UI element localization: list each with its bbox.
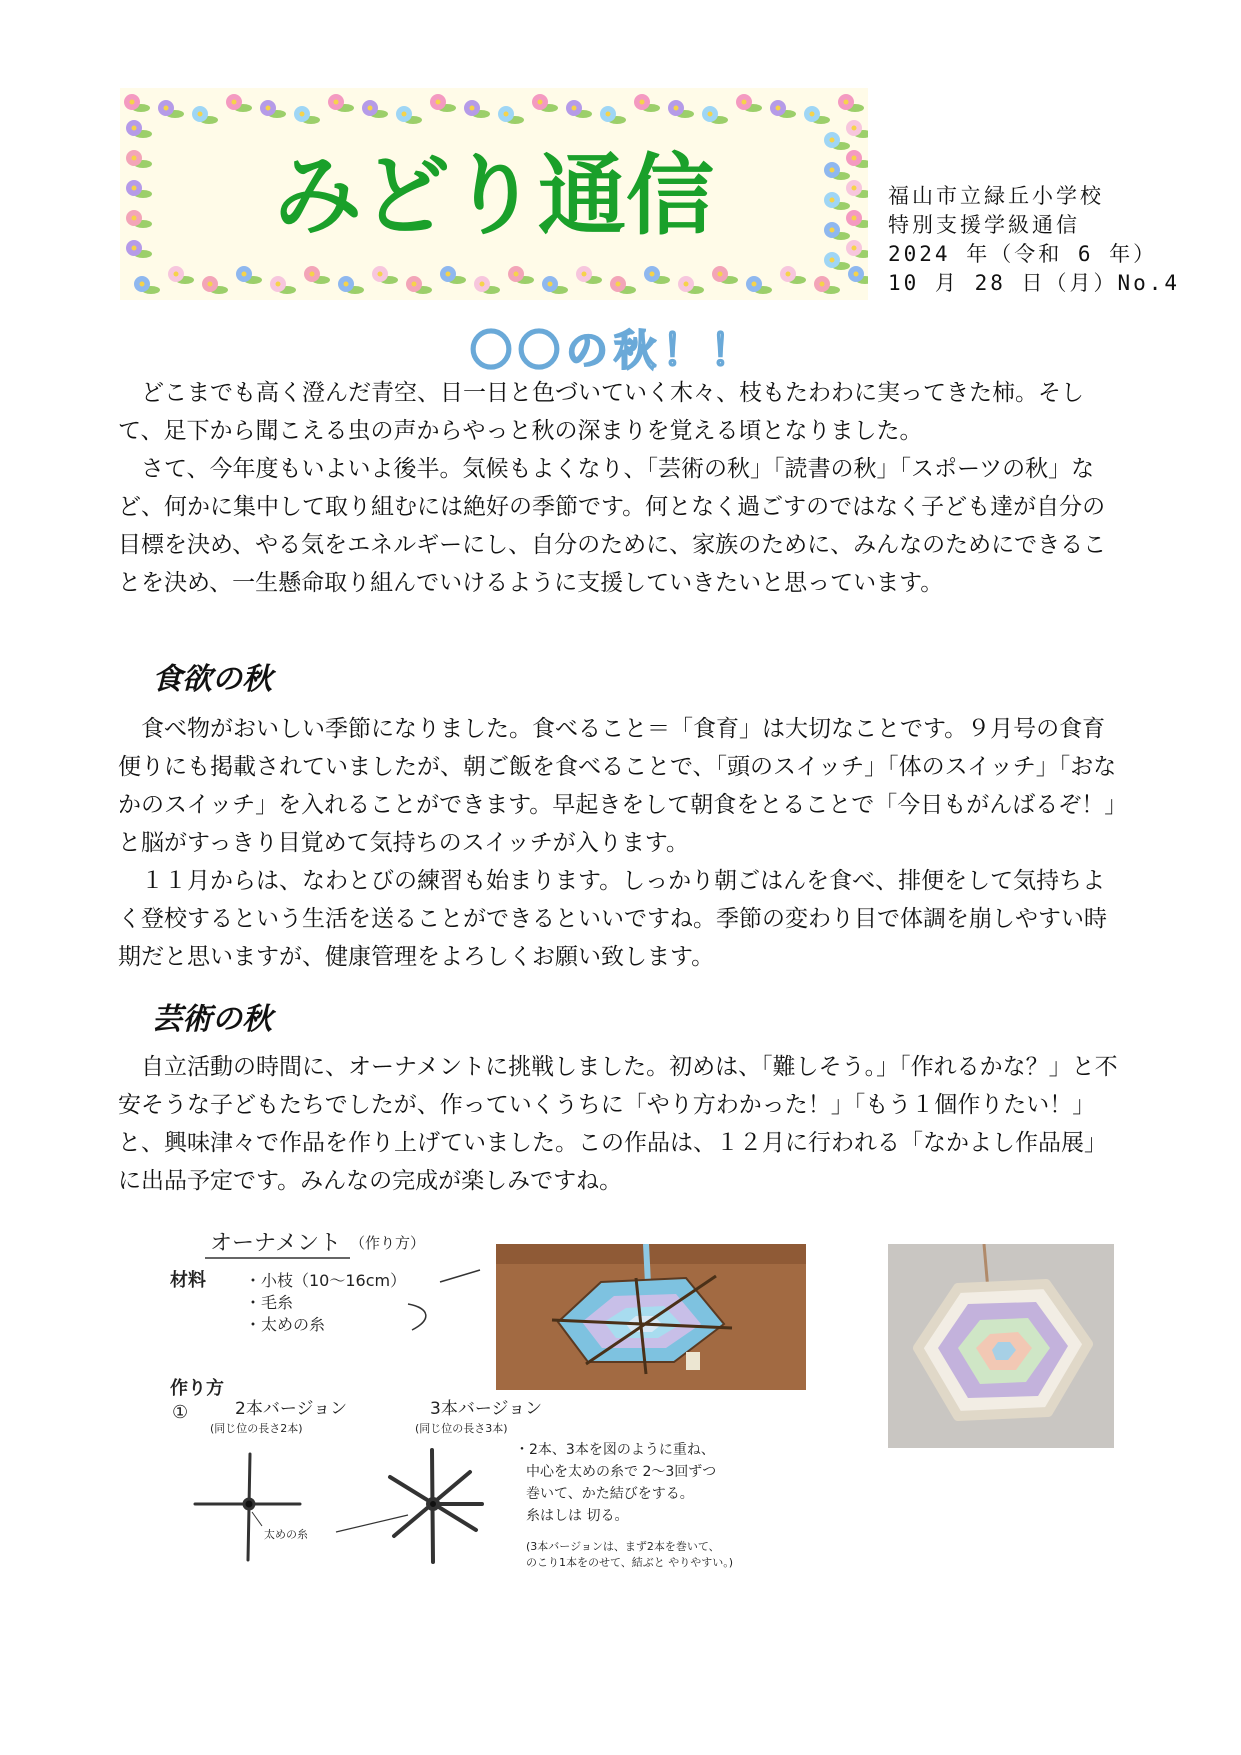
three-stick-star-sketch <box>390 1450 482 1562</box>
flower-center <box>174 272 179 277</box>
ornament-photo-finished <box>888 1244 1114 1448</box>
school-info <box>888 182 1180 298</box>
flower-center <box>538 100 543 105</box>
flower-center <box>650 272 655 277</box>
flower-center <box>446 272 451 277</box>
step-number: ① <box>172 1402 189 1423</box>
flower-center <box>132 186 137 191</box>
food-paragraph-2: １１月からは、なわとびの練習も始まります。しっかり朝ごはんを食べ、排便をして気持ちよく登校するという生活を送ることができるといいですね。季節の変わり目で体調を崩しやすい時期だと思いますが、健康管理をよろしくお願い致します。 <box>118 868 1107 970</box>
flower-center <box>276 282 281 287</box>
flower-center <box>334 100 339 105</box>
flower-center <box>674 106 679 111</box>
flower-center <box>852 216 857 221</box>
flower-center <box>852 126 857 131</box>
flower-center <box>242 272 247 277</box>
school-class: 特別支援学級通信 <box>888 213 1080 237</box>
intro-paragraph-2: さて、今年度もいよいよ後半。気候もよくなり、「芸術の秋」「読書の秋」「スポーツの秋」など、何かに集中して取り組むには絶好の季節です。何となく過ごすのではなく子ども達が自分の目標を決め、やる気をエネルギーにし、自分のために、家族のために、みんなのためにできることを決め、一生懸命取り組んでいけるように支援していきたいと思っています。 <box>118 456 1107 596</box>
flower-center <box>810 112 815 117</box>
intro-paragraph-1: どこまでも高く澄んだ青空、日一日と色づいていく木々、枝もたわわに実ってきた柿。そして、足下から聞こえる虫の声からやっと秋の深まりを覚える頃となりました。 <box>118 380 1084 444</box>
intro-text <box>118 374 1128 602</box>
art-paragraph-1: 自立活動の時間に、オーナメントに挑戦しました。初めは、「難しそう。」「作れるかな？」と不安そうな子どもたちでしたが、作っていくうちに「やり方わかった！」「もう１個作りたい！」と、興味津々で作品を作り上げていました。この作品は、１２月に行われる「なかよし作品展」に出品予定です。みんなの完成が楽しみですね。 <box>118 1054 1118 1194</box>
flower-center <box>480 282 485 287</box>
art-text <box>118 1048 1128 1200</box>
note-line-1: ・2本、3本を図のように重ね、 <box>515 1442 715 1458</box>
flower-center <box>742 100 747 105</box>
material-item-3: ・太めの糸 <box>245 1315 326 1334</box>
headline: 〇〇の秋！！ <box>470 326 759 375</box>
howto-label: 作り方 <box>170 1378 224 1399</box>
materials-label: 材料 <box>170 1270 206 1291</box>
note-line-6: のこり1本をのせて、結ぶと やりやすい。) <box>526 1556 734 1569</box>
flower-center <box>830 258 835 263</box>
flower-center <box>470 106 475 111</box>
instruction-title-note: （作り方） <box>350 1234 426 1252</box>
food-text <box>118 710 1128 976</box>
flower-center <box>830 228 835 233</box>
flower-center <box>344 282 349 287</box>
flower-center <box>378 272 383 277</box>
material-item-1: ・小枝（10～16cm） <box>245 1271 407 1290</box>
flower-center <box>820 282 825 287</box>
flower-center <box>198 112 203 117</box>
flower-center <box>852 156 857 161</box>
note-line-5: (3本バージョンは、まず2本を巻いて、 <box>526 1540 720 1553</box>
flower-center <box>852 186 857 191</box>
flower-center <box>266 106 271 111</box>
flower-center <box>300 112 305 117</box>
v3-title: 3本バージョン <box>430 1399 543 1419</box>
flower-center <box>830 168 835 173</box>
v2-note: (同じ位の長さ2本) <box>210 1422 303 1435</box>
flower-center <box>140 282 145 287</box>
note-line-2: 中心を太めの糸で 2～3回ずつ <box>526 1464 717 1480</box>
flower-center <box>132 246 137 251</box>
section-title-food: 食欲の秋 <box>152 662 272 697</box>
flower-center <box>402 112 407 117</box>
flower-center <box>504 112 509 117</box>
flower-center <box>132 126 137 131</box>
flower-center <box>718 272 723 277</box>
flower-center <box>548 282 553 287</box>
flower-center <box>752 282 757 287</box>
food-paragraph-1: 食べ物がおいしい季節になりました。食べること＝「食育」は大切なことです。９月号の食育便りにも掲載されていましたが、朝ご飯を食べることで、「頭のスイッチ」「体のスイッチ」「おなかのスイッチ」を入れることができます。早起きをして朝食をとることで「今日もがんばるぞ！」と脳がすっきり目覚めて気持ちのスイッチが入ります。 <box>118 716 1128 856</box>
issue-date: 10 月 28 日（月）No.4 <box>888 271 1181 295</box>
flower-center <box>232 100 237 105</box>
flower-center <box>830 198 835 203</box>
note-line-4: 糸はしは 切る。 <box>526 1508 629 1524</box>
flower-center <box>640 100 645 105</box>
banner-title: みどり通信 <box>273 144 715 247</box>
flower-center <box>412 282 417 287</box>
flower-center <box>436 100 441 105</box>
v3-note: (同じ位の長さ3本) <box>415 1422 508 1435</box>
flower-center <box>708 112 713 117</box>
flower-center <box>368 106 373 111</box>
flower-center <box>208 282 213 287</box>
flower-center <box>132 156 137 161</box>
flower-center <box>684 282 689 287</box>
school-name: 福山市立緑丘小学校 <box>888 184 1104 208</box>
flower-center <box>572 106 577 111</box>
flower-center <box>852 246 857 251</box>
flower-center <box>582 272 587 277</box>
note-line-3: 巻いて、かた結びをする。 <box>526 1486 694 1502</box>
v2-title: 2本バージョン <box>235 1399 348 1419</box>
flower-center <box>830 138 835 143</box>
issue-year: 2024 年（令和 6 年） <box>888 242 1158 266</box>
section-title-art: 芸術の秋 <box>152 1002 272 1037</box>
instruction-title: オーナメント <box>210 1231 342 1256</box>
material-item-2: ・毛糸 <box>245 1293 294 1312</box>
thread-label: 太めの糸 <box>264 1528 308 1541</box>
flower-center <box>854 272 859 277</box>
flower-center <box>844 100 849 105</box>
flower-center <box>786 272 791 277</box>
flower-center <box>310 272 315 277</box>
flower-center <box>164 106 169 111</box>
flower-center <box>616 282 621 287</box>
flower-center <box>130 100 135 105</box>
flower-center <box>776 106 781 111</box>
two-stick-cross-sketch <box>195 1454 300 1560</box>
banner <box>120 88 868 300</box>
flower-center <box>514 272 519 277</box>
ornament-photo-table <box>496 1244 806 1390</box>
flower-center <box>606 112 611 117</box>
flower-center <box>132 216 137 221</box>
